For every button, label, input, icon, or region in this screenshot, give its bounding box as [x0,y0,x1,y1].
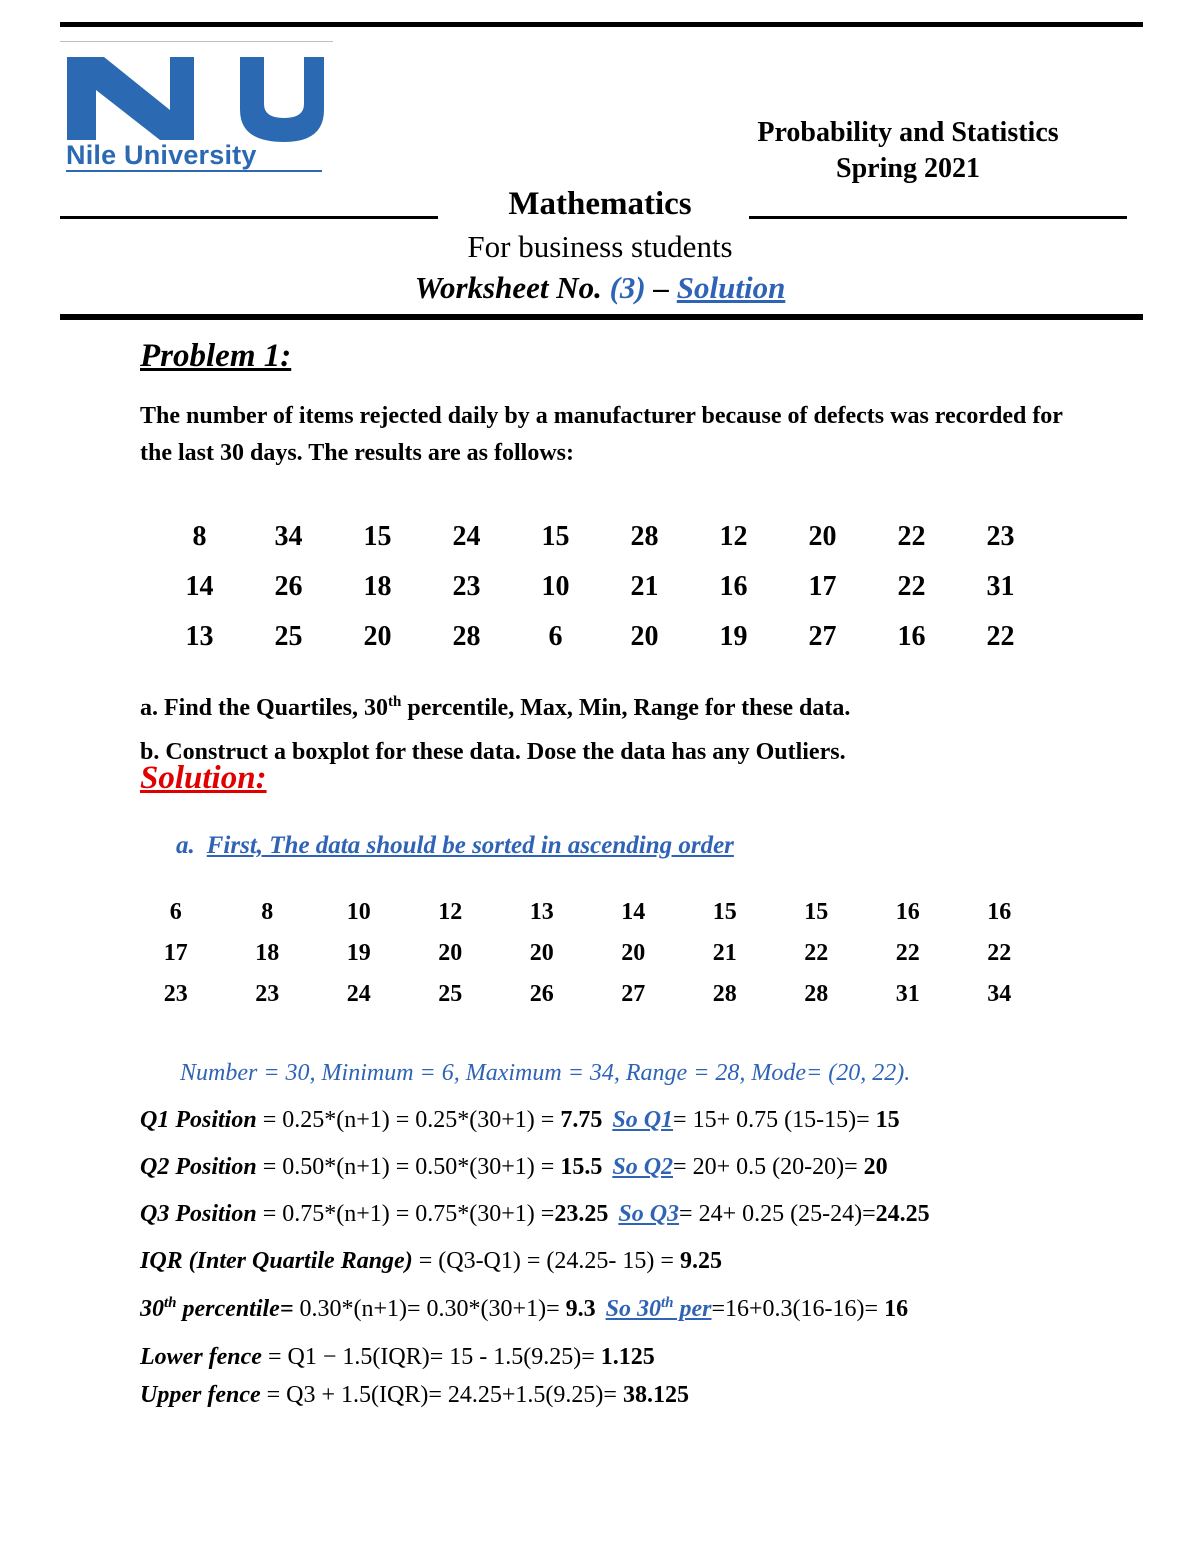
sorted-data-cell: 20 [621,940,646,966]
percentile-line: 30th percentile= 0.30*(n+1)= 0.30*(30+1)= 9.3 So 30th per=16+0.3(16-16)= 16 [140,1295,909,1322]
sorted-data-cell: 25 [438,981,463,1007]
q2-line: Q2 Position = 0.50*(n+1) = 0.50*(30+1) = 15.5 So Q2= 20+ 0.5 (20-20)= 20 [140,1154,888,1180]
sorted-data-cell: 23 [163,981,188,1007]
sorted-data-cell: 12 [438,899,463,925]
sorted-data-cell: 24 [346,981,371,1007]
sorted-data-cell: 22 [804,940,829,966]
raw-data-cell: 13 [185,621,214,652]
sorted-data-cell: 13 [529,899,554,925]
raw-data-cell: 27 [808,621,837,652]
lower-fence-line: Lower fence = Q1 − 1.5(IQR)= 15 - 1.5(9.25)= 1.125 [140,1344,655,1370]
sorted-data-cell: 15 [804,899,829,925]
step-a [176,832,734,860]
solution-title: Solution: [140,760,267,796]
raw-data-cell: 6 [548,621,563,652]
raw-data-cell: 10 [541,571,570,602]
sorted-data-cell: 19 [346,940,371,966]
raw-data-cell: 25 [274,621,303,652]
subject-left-rule [60,216,438,219]
raw-data-cell: 22 [986,621,1015,652]
raw-data-cell: 15 [541,521,570,552]
raw-data-cell: 31 [986,571,1015,602]
raw-data-cell: 16 [719,571,748,602]
raw-data-cell: 14 [185,571,214,602]
raw-data-row [155,512,1045,562]
question-a: a. Find the Quartiles, 30th percentile, Max, Min, Range for these data. [140,694,851,721]
problem-statement: The number of items rejected daily by a manufacturer because of defects was recorded for the last 30 days. The results are as follows: [140,403,1063,466]
audience-subtitle: For business students [467,229,733,264]
sorted-data-row [130,974,1045,1015]
sorted-data-cell: 28 [712,981,737,1007]
step-a-text: First, The data should be sorted in ascending order [206,832,734,859]
question-b: b. Construct a boxplot for these data. Dose the data has any Outliers. [140,739,846,765]
sorted-data-cell: 8 [261,899,274,925]
raw-data-cell: 8 [192,521,207,552]
sorted-data-cell: 23 [255,981,280,1007]
sorted-data-cell: 10 [346,899,371,925]
raw-data-cell: 22 [897,521,926,552]
raw-data-cell: 34 [274,521,303,552]
iqr-line: IQR (Inter Quartile Range) = (Q3-Q1) = (24.25- 15) = 9.25 [140,1248,722,1274]
problem-title: Problem 1: [140,338,292,374]
sorted-data-cell: 16 [895,899,920,925]
sorted-data-cell: 18 [255,940,280,966]
raw-data-cell: 26 [274,571,303,602]
sorted-data-cell: 34 [987,981,1012,1007]
worksheet-number: (3) [609,270,646,305]
subject-title: Mathematics [508,186,692,222]
raw-data-cell: 12 [719,521,748,552]
raw-data-cell: 15 [363,521,392,552]
course-header [700,115,1116,187]
sorted-data-cell: 22 [895,940,920,966]
raw-data-cell: 20 [808,521,837,552]
top-rule [60,22,1143,27]
raw-data-cell: 24 [452,521,481,552]
course-term: Spring 2021 [836,153,980,184]
worksheet-dash: – [653,270,669,305]
sorted-data-cell: 27 [621,981,646,1007]
raw-data-row [155,562,1045,612]
q3-line: Q3 Position = 0.75*(n+1) = 0.75*(30+1) =23.25 So Q3= 24+ 0.25 (25-24)=24.25 [140,1201,930,1227]
raw-data-cell: 20 [363,621,392,652]
sorted-data-cell: 15 [712,899,737,925]
raw-data-row [155,612,1045,662]
raw-data-cell: 18 [363,571,392,602]
sorted-data-row [130,892,1045,933]
raw-data-cell: 16 [897,621,926,652]
header-bottom-rule [60,314,1143,320]
sorted-data-cell: 20 [529,940,554,966]
sorted-data-row [130,933,1045,974]
sorted-data-cell: 21 [712,940,737,966]
worksheet-prefix: Worksheet No. [414,270,602,305]
logo-divider [60,41,333,42]
sorted-data-cell: 22 [987,940,1012,966]
upper-fence-line: Upper fence = Q3 + 1.5(IQR)= 24.25+1.5(9.25)= 38.125 [140,1382,689,1408]
sorted-data-cell: 14 [621,899,646,925]
subject-right-rule [749,216,1127,219]
sorted-data-cell: 17 [163,940,188,966]
raw-data-cell: 28 [630,521,659,552]
sorted-data-cell: 20 [438,940,463,966]
sorted-data-cell: 31 [895,981,920,1007]
raw-data-table [155,512,1045,662]
raw-data-cell: 28 [452,621,481,652]
step-a-label: a. [176,832,195,859]
sorted-data-cell: 6 [169,899,182,925]
logo-text: Nile University [66,140,257,170]
sorted-data-table [130,892,1045,1015]
raw-data-cell: 17 [808,571,837,602]
raw-data-cell: 20 [630,621,659,652]
course-title: Probability and Statistics [757,117,1059,148]
raw-data-cell: 23 [986,521,1015,552]
logo-underline [66,170,322,172]
raw-data-cell: 19 [719,621,748,652]
worksheet-title [300,270,900,306]
q1-line: Q1 Position = 0.25*(n+1) = 0.25*(30+1) = 7.75 So Q1= 15+ 0.75 (15-15)= 15 [140,1107,900,1133]
sorted-data-cell: 16 [987,899,1012,925]
summary-line: Number = 30, Minimum = 6, Maximum = 34, Range = 28, Mode= (20, 22). [180,1060,911,1086]
sorted-data-cell: 26 [529,981,554,1007]
raw-data-cell: 23 [452,571,481,602]
raw-data-cell: 22 [897,571,926,602]
worksheet-solution: Solution [676,270,786,305]
raw-data-cell: 21 [630,571,659,602]
sorted-data-cell: 28 [804,981,829,1007]
